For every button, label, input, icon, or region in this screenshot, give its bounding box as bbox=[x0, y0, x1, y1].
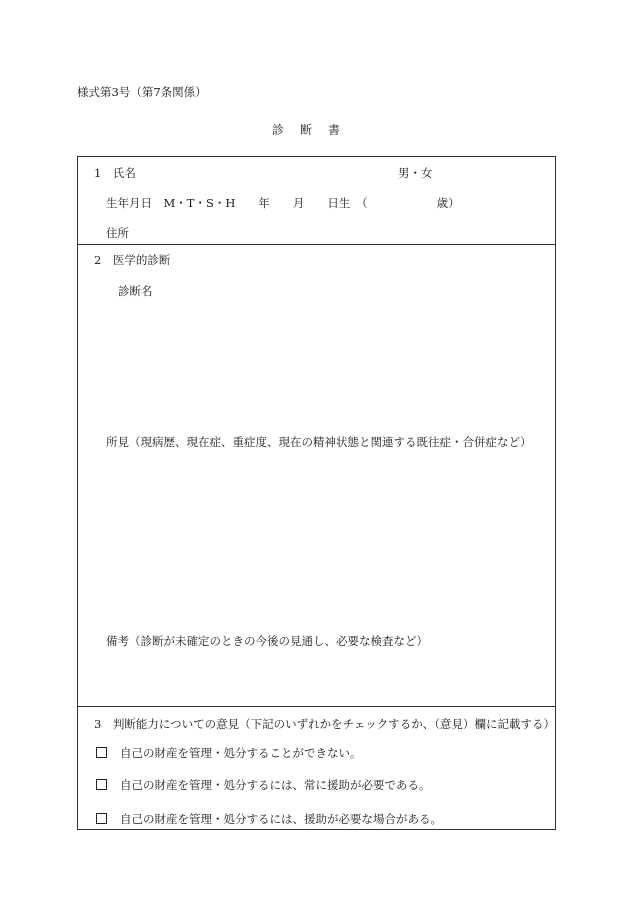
option-text: 自己の財産を管理・処分するには、常に援助が必要である。 bbox=[120, 778, 431, 792]
option-text: 自己の財産を管理・処分することができない。 bbox=[120, 746, 362, 760]
address-label: 住所 bbox=[106, 226, 129, 240]
form-id: 様式第3号（第7条関係） bbox=[77, 85, 207, 99]
form-frame bbox=[77, 156, 556, 830]
diagnosis-name-label: 診断名 bbox=[118, 284, 153, 298]
capacity-option-2[interactable] bbox=[96, 777, 431, 793]
document-title: 診 断 書 bbox=[272, 123, 343, 137]
gender-field: 男・女 bbox=[398, 166, 433, 180]
checkbox[interactable] bbox=[96, 813, 107, 824]
checkbox[interactable] bbox=[96, 779, 107, 790]
findings-label: 所見（現病歴、現在症、重症度、現在の精神状態と関連する既往症・合併症など） bbox=[106, 435, 532, 449]
capacity-option-3[interactable] bbox=[96, 811, 442, 827]
remarks-label: 備考（診断が未確定のときの今後の見通し、必要な検査など） bbox=[106, 634, 428, 648]
option-text: 自己の財産を管理・処分するには、援助が必要な場合がある。 bbox=[120, 812, 442, 826]
medical-diagnosis-heading: 2 医学的診断 bbox=[94, 253, 171, 267]
capacity-option-1[interactable] bbox=[96, 745, 362, 761]
section-divider bbox=[78, 706, 555, 707]
checkbox[interactable] bbox=[96, 747, 107, 758]
name-label: 1 氏名 bbox=[94, 166, 136, 180]
capacity-opinion-heading: 3 判断能力についての意見（下記のいずれかをチェックするか、（意見）欄に記載する） bbox=[94, 717, 555, 731]
birth-date-field: 生年月日 M・T・S・H 年 月 日生 （ 歳） bbox=[106, 196, 460, 210]
section-divider bbox=[78, 244, 555, 245]
